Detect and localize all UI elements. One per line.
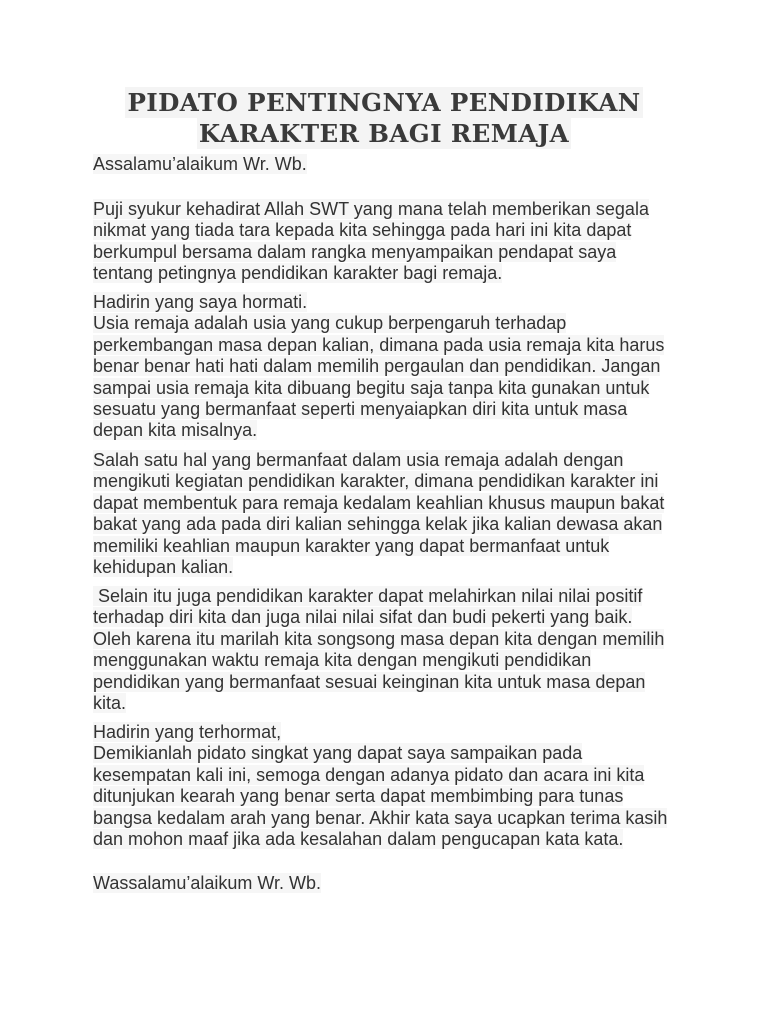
paragraph-line: Usia remaja adalah usia yang cukup berpengaruh terhadap (93, 313, 567, 334)
paragraph-3 (93, 450, 693, 578)
paragraph-line: Salah satu hal yang bermanfaat dalam usia remaja adalah dengan (93, 450, 624, 470)
paragraph-line: Hadirin yang saya hormati. (93, 292, 308, 312)
paragraph-line: kehidupan kalian. (93, 556, 234, 577)
closing-text: Wassalamu’alaikum Wr. Wb. (93, 873, 322, 893)
paragraph-line: bakat yang ada pada diri kalian sehingga kelak jika kalian dewasa akan (93, 514, 663, 535)
paragraph-4 (93, 586, 693, 714)
paragraph-line: berkumpul bersama dalam rangka menyampaikan pendapat saya (93, 241, 617, 262)
title-line-1: PIDATO PENTINGNYA PENDIDIKAN (127, 88, 641, 117)
paragraph-line: menggunakan waktu remaja kita dengan mengikuti pendidikan (93, 650, 592, 671)
paragraph-line: sampai usia remaja kita dibuang begitu saja tanpa kita gunakan untuk (93, 377, 650, 398)
paragraph-line: perkembangan masa depan kalian, dimana pada usia remaja kita harus (93, 334, 665, 355)
paragraph-line: ditunjukan kearah yang benar serta dapat membimbing para tunas (93, 786, 624, 807)
paragraph-line: kita. (93, 692, 127, 713)
paragraph-1 (93, 199, 693, 285)
paragraph-line: benar benar hati hati dalam memilih pergaulan dan pendidikan. Jangan (93, 356, 661, 377)
paragraph-line: Puji syukur kehadirat Allah SWT yang mana telah memberikan segala (93, 199, 649, 219)
paragraph-line: sesuatu yang bermanfaat seperti menyaiapkan diri kita untuk masa (93, 398, 628, 419)
paragraph-line: depan kita misalnya. (93, 420, 258, 441)
closing (93, 873, 693, 894)
paragraph-line: tentang petingnya pendidikan karakter bagi remaja. (93, 263, 503, 284)
document-title (0, 87, 768, 149)
paragraph-line: Hadirin yang terhormat, (93, 722, 282, 742)
paragraph-5 (93, 722, 693, 850)
paragraph-line: memiliki keahlian maupun karakter yang dapat bermanfaat untuk (93, 535, 610, 556)
paragraph-line: mengikuti kegiatan pendidikan karakter, dimana pendidikan karakter ini (93, 471, 659, 492)
title-line-2: KARAKTER BAGI REMAJA (198, 119, 570, 148)
paragraph-line: bangsa kedalam arah yang benar. Akhir kata saya ucapkan terima kasih (93, 807, 668, 828)
greeting-text: Assalamu’alaikum Wr. Wb. (93, 154, 307, 174)
paragraph-line: dan mohon maaf jika ada kesalahan dalam pengucapan kata kata. (93, 828, 624, 849)
greeting (93, 154, 693, 175)
paragraph-line: kesempatan kali ini, semoga dengan adanya pidato dan acara ini kita (93, 764, 645, 785)
paragraph-line: Demikianlah pidato singkat yang dapat saya sampaikan pada (93, 743, 583, 764)
paragraph-line: terhadap diri kita dan juga nilai nilai sifat dan budi pekerti yang baik. (93, 607, 633, 628)
paragraph-line: Oleh karena itu marilah kita songsong masa depan kita dengan memilih (93, 628, 665, 649)
paragraph-line: Selain itu juga pendidikan karakter dapat melahirkan nilai nilai positif (93, 586, 643, 606)
paragraph-line: nikmat yang tiada tara kepada kita sehingga pada hari ini kita dapat (93, 220, 632, 241)
paragraph-line: dapat membentuk para remaja kedalam keahlian khusus maupun bakat (93, 492, 665, 513)
paragraph-line: pendidikan yang bermanfaat sesuai keinginan kita untuk masa depan (93, 671, 646, 692)
paragraph-2 (93, 292, 693, 442)
